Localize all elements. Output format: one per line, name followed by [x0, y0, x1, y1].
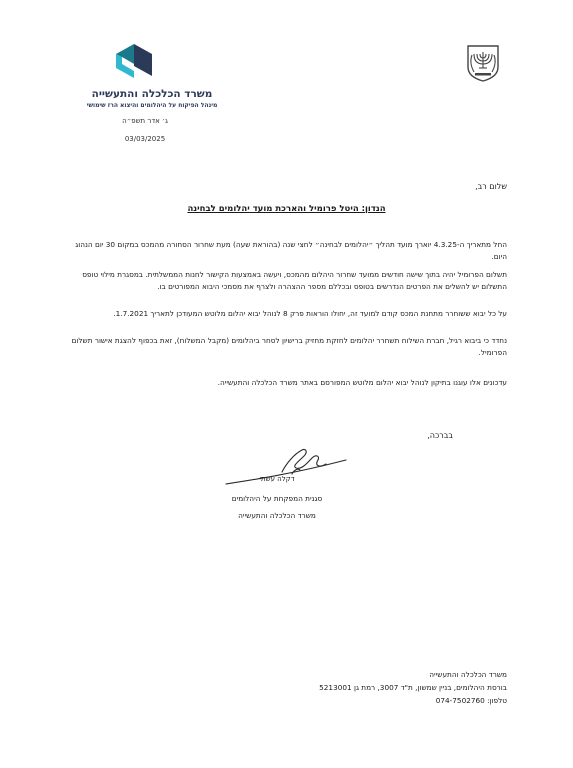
footer-address: בורסת היהלומים, בניין שמשון, ת"ד 3007, רמת גן 5213001: [319, 683, 507, 692]
signatory-name: דקלה עשתי: [259, 475, 295, 483]
handwritten-signature: [222, 444, 352, 490]
ministry-subtitle: מינהל הפיקוח על היהלומים והיצוא הרז שימושי: [86, 102, 218, 109]
paragraph: תשלום הפרומיל יהיה בתוך שישה חודשים ממועד שחרור היהלום מהמכס, ויעשה באמצעות הקישור לחנות הממשלתית. במסגרת מילוי טופס התשלום יש להשלים את הפרטים הנדרשים בטופס ובכללם מספר ההצהרה ולצרף את מסמכי היבוא המפורטים בו.: [82, 270, 507, 291]
closing: בברכה,: [427, 431, 453, 440]
ministry-name: משרד הכלכלה והתעשייה: [91, 88, 213, 100]
letter-subject: הנדון: היטל פרומיל והארכת מועד יהלומים לבחינה: [187, 204, 386, 214]
paragraph: החל מתאריך ה-4.3.25 יוארך מועד תהליך ״יהלומים לבחינה״ לחצי שנה (בהוראת שעה) מעת שחרור הסחורה מהמכס במקום 30 יום הנהוג היום.: [75, 240, 507, 261]
signatory-organization: משרד הכלכלה והתעשייה: [238, 511, 316, 520]
paragraph: על כל יבוא ששוחרר מתחנת המכס קודם למועד זה, יחולו הוראות פרק 8 לנוהל יבוא יהלום מלוטש המעודכן לתאריך 1.7.2021.: [113, 309, 507, 318]
state-emblem-icon: [463, 43, 503, 83]
greeting: שלום רב,: [475, 182, 507, 191]
footer-phone: טלפון: 074-7502760: [435, 696, 507, 705]
letter-date: 03/03/2025: [124, 135, 166, 143]
hebrew-date: ג׳ אדר תשפ״ה: [122, 117, 168, 125]
footer-organization: משרד הכלכלה והתעשייה: [429, 670, 507, 679]
paragraph: נחדד כי ביבוא רגיל, חברת השילוח תשחרר יהלומים לחזקת מחזיק ברישיון לסחר ביהלומים (מקבל המשלוח), זאת בכפוף להצגת אישור תשלום הפרומיל.: [71, 336, 507, 357]
ministry-logo-icon: [108, 42, 160, 80]
paragraph: עדכונים אלו עוגנו בתיקון לנוהל יבוא יהלום מלוטש המפורסם באתר משרד הכלכלה והתעשייה.: [217, 378, 507, 387]
signatory-title: סגנית המפקחת על היהלומים: [231, 494, 323, 503]
